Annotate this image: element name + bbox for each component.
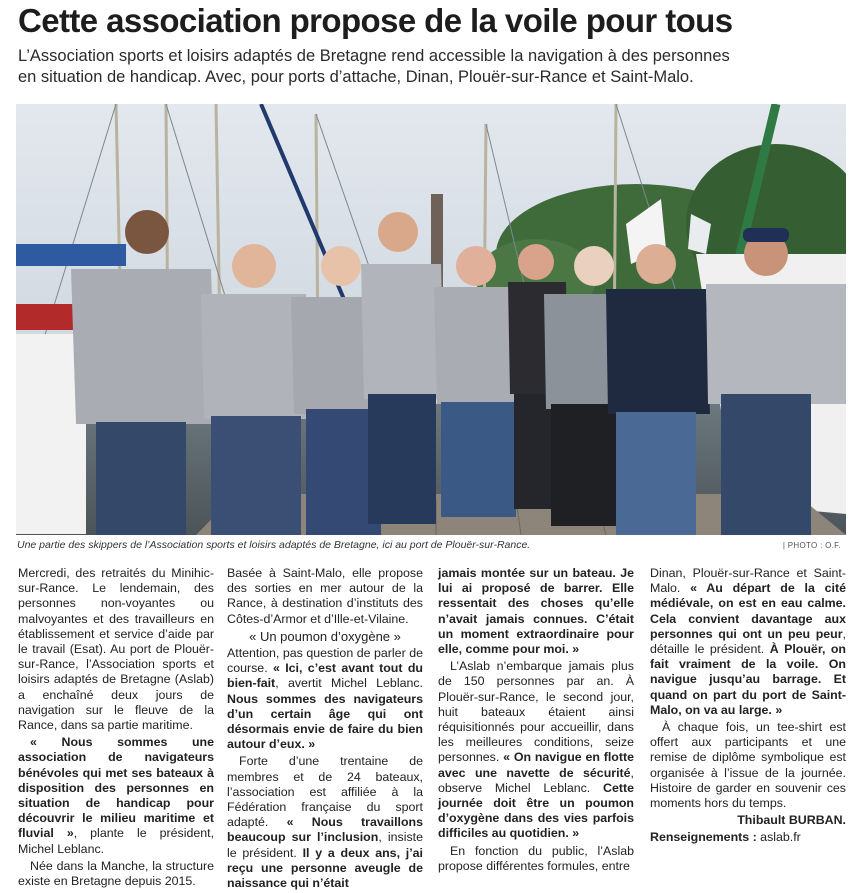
body-column-4 (650, 566, 846, 848)
paragraph: En fonction du public, l’Aslab propose différentes formules, entre (438, 843, 634, 873)
body-column-3 (438, 566, 634, 876)
body-column-2 (227, 566, 423, 893)
paragraph: À chaque fois, un tee-shirt est offert aux participants et une remise de diplôme symbolique est organisée à l’issue de la journée. Histoire de garder en souvenir ces moments hors du temps. (650, 720, 846, 811)
photo-credit: | PHOTO : O.F. (782, 541, 841, 550)
text: , observe Michel Leblanc. (438, 765, 634, 795)
paragraph (438, 566, 634, 657)
text: Dinan, Plouër-sur-Rance et Saint-Malo. (650, 566, 846, 596)
paragraph (227, 646, 423, 752)
text: , insiste le président. (227, 830, 423, 860)
standfirst-line-2: en situation de handicap. Avec, pour ports d’attache, Dinan, Plouër-sur-Rance et Saint-Malo. (18, 68, 694, 86)
article-photo (16, 104, 846, 535)
quote-bold: « On navigue en flotte avec une navette de sécurité (438, 750, 635, 780)
paragraph (227, 754, 423, 891)
quote-bold: jamais montée sur un bateau. Je lui ai proposé de barrer. Elle ressentait des choses qu’elle n’avait jamais connues. C’était un moment extraordinaire pour elle, comme pour moi. » (438, 566, 634, 657)
quote-bold: « Nous travaillons beaucoup sur l’inclusion (227, 815, 423, 845)
paragraph: Mercredi, des retraités du Minihic-sur-Rance. Le lendemain, des personnes non-voyantes ou malvoyantes et des travailleurs en établissement et service d’aide par le travail (Esat). Au port de Plouër-sur-Rance, l’Association sports et loisirs adaptés de Bretagne (Aslab) a enchaîné deux jours de navigation sur le fleuve de la Rance, dans sa partie maritime. (18, 566, 214, 733)
photo-caption: Une partie des skippers de l’Association sports et loisirs adaptés de Bretagne, ici au port de Plouër-sur-Rance. (17, 539, 531, 551)
intertitle: « Un poumon d’oxygène » (249, 628, 401, 644)
quote-bold: Cette journée doit être un poumon d’oxygène dans des vies parfois difficiles au quotidien. » (438, 780, 634, 841)
author-signature: Thibault BURBAN. (737, 813, 846, 828)
info-label: Renseignements : (650, 830, 757, 845)
text: , avertit Michel Leblanc. (275, 676, 423, 691)
paragraph (438, 659, 634, 841)
info-line (650, 830, 846, 845)
article-body (18, 566, 846, 891)
info-link[interactable]: aslab.fr (756, 830, 801, 845)
text: Attention, pas question de parler de course. (227, 646, 423, 676)
quote-bold: « Ici, c’est avant tout du bien-fait (227, 661, 423, 691)
quote-bold: Nous sommes des navigateurs d’un certain âge qui ont désormais envie de faire du bien autour d’eux. » (227, 691, 423, 752)
standfirst (18, 46, 838, 88)
quote-bold: « Au départ de la cité médiévale, on est en eau calme. Cela convient davantage aux personnes qui ont un peu peur (650, 581, 846, 641)
headline: Cette association propose de la voile pour tous (18, 2, 733, 39)
paragraph (18, 735, 214, 857)
text: , détaille le président. (650, 626, 846, 657)
text: , plante le président, Michel Leblanc. (18, 826, 215, 856)
quote-bold: Il y a deux ans, j’ai reçu une personne aveugle de naissance qui n’était (227, 845, 424, 891)
quote-bold: « Nous sommes une association de navigateurs bénévoles qui met ses bateaux à disposition des personnes en situation de handicap pour découvrir le milieu maritime et fluvial » (18, 735, 214, 841)
standfirst-line-1: L’Association sports et loisirs adaptés de Bretagne rend accessible la navigation à des personnes (18, 47, 730, 65)
body-column-1 (18, 566, 214, 891)
quote-bold: À Plouër, on fait vraiment de la voile. On navigue jusqu’au barrage. Et quand on part du port de Saint-Malo, on va au large. » (650, 642, 846, 717)
paragraph (650, 566, 846, 718)
text: L’Aslab n’embarque jamais plus de 150 personnes par an. À Plouër-sur-Rance, le second jour, huit bateaux étaient ainsi réquisitionnés pour accueillir, dans les meilleures conditions, seize personnes. (438, 659, 634, 765)
paragraph: Basée à Saint-Malo, elle propose des sorties en mer autour de la Rance, à destination d’instituts des Côtes-d’Armor et d’Ille-et-Vilaine. (227, 566, 423, 626)
text: Forte d’une trentaine de membres et de 24 bateaux, l’association est affiliée à la Fédération française du sport adapté. (227, 754, 423, 830)
paragraph: Née dans la Manche, la structure existe en Bretagne depuis 2015. (18, 858, 214, 889)
